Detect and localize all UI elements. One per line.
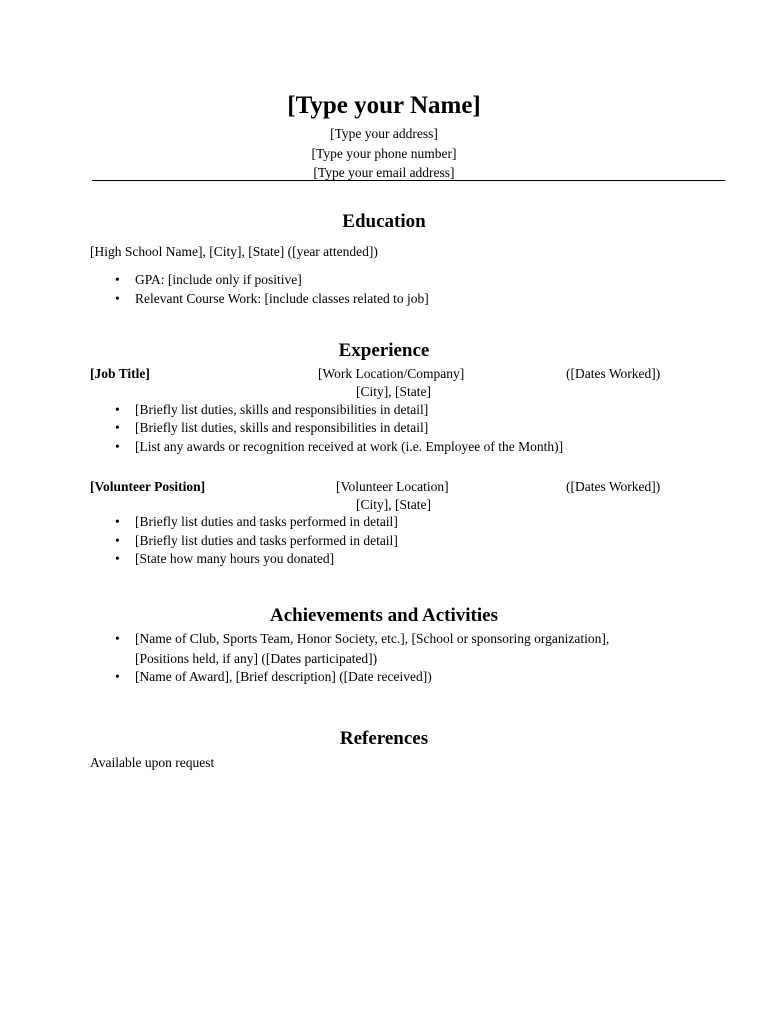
list-item (115, 551, 335, 567)
list-item (115, 402, 429, 418)
list-item-text: [Name of Award], [Brief description] ([Date received]) (135, 669, 432, 684)
list-item-text: [List any awards or recognition received at work (i.e. Employee of the Month)] (135, 439, 564, 454)
volunteer-city-state: [City], [State] (356, 497, 431, 512)
volunteer-dates: ([Dates Worked]) (566, 479, 661, 494)
bullet-icon: • (115, 551, 120, 566)
bullet-icon: • (115, 420, 120, 435)
experience-heading: Experience (338, 340, 430, 361)
list-item-continuation: [Positions held, if any] ([Dates participated]) (135, 651, 378, 666)
references-heading: References (339, 728, 429, 749)
job-title: [Job Title] (90, 366, 150, 381)
email-line: [Type your email address] (313, 165, 455, 180)
list-item-text: [Name of Club, Sports Team, Honor Society, etc.], [School or sponsoring organization], (135, 631, 610, 646)
list-item (115, 631, 610, 647)
list-item-text: Relevant Course Work: [include classes related to job] (135, 291, 429, 306)
achievements-heading: Achievements and Activities (270, 605, 498, 626)
job-location: [Work Location/Company] (318, 366, 465, 381)
bullet-icon: • (115, 439, 120, 454)
references-text: Available upon request (90, 755, 215, 770)
resume-name: [Type your Name] (287, 92, 481, 119)
job-dates: ([Dates Worked]) (566, 366, 661, 381)
volunteer-location: [Volunteer Location] (336, 479, 449, 494)
list-item-text: [Briefly list duties and tasks performed in detail] (135, 533, 398, 548)
education-heading: Education (342, 211, 426, 232)
school-line: [High School Name], [City], [State] ([year attended]) (90, 244, 378, 259)
list-item-text: [State how many hours you donated] (135, 551, 335, 566)
bullet-icon: • (115, 533, 120, 548)
list-item (115, 669, 432, 685)
address-line: [Type your address] (330, 126, 438, 141)
list-item (115, 514, 398, 530)
list-item (115, 533, 398, 549)
list-item (115, 272, 302, 288)
list-item-text: [Briefly list duties and tasks performed in detail] (135, 514, 398, 529)
job-city-state: [City], [State] (356, 384, 431, 399)
bullet-icon: • (115, 631, 120, 646)
volunteer-title: [Volunteer Position] (90, 479, 206, 494)
list-item (115, 420, 429, 436)
bullet-icon: • (115, 291, 120, 306)
header-divider (92, 180, 725, 181)
bullet-icon: • (115, 272, 120, 287)
list-item (115, 439, 564, 455)
bullet-icon: • (115, 669, 120, 684)
list-item-text: [Briefly list duties, skills and responsibilities in detail] (135, 420, 429, 435)
bullet-icon: • (115, 402, 120, 417)
phone-line: [Type your phone number] (311, 146, 457, 161)
bullet-icon: • (115, 514, 120, 529)
list-item-text: [Briefly list duties, skills and responsibilities in detail] (135, 402, 429, 417)
list-item-text: GPA: [include only if positive] (135, 272, 302, 287)
list-item (115, 291, 429, 307)
